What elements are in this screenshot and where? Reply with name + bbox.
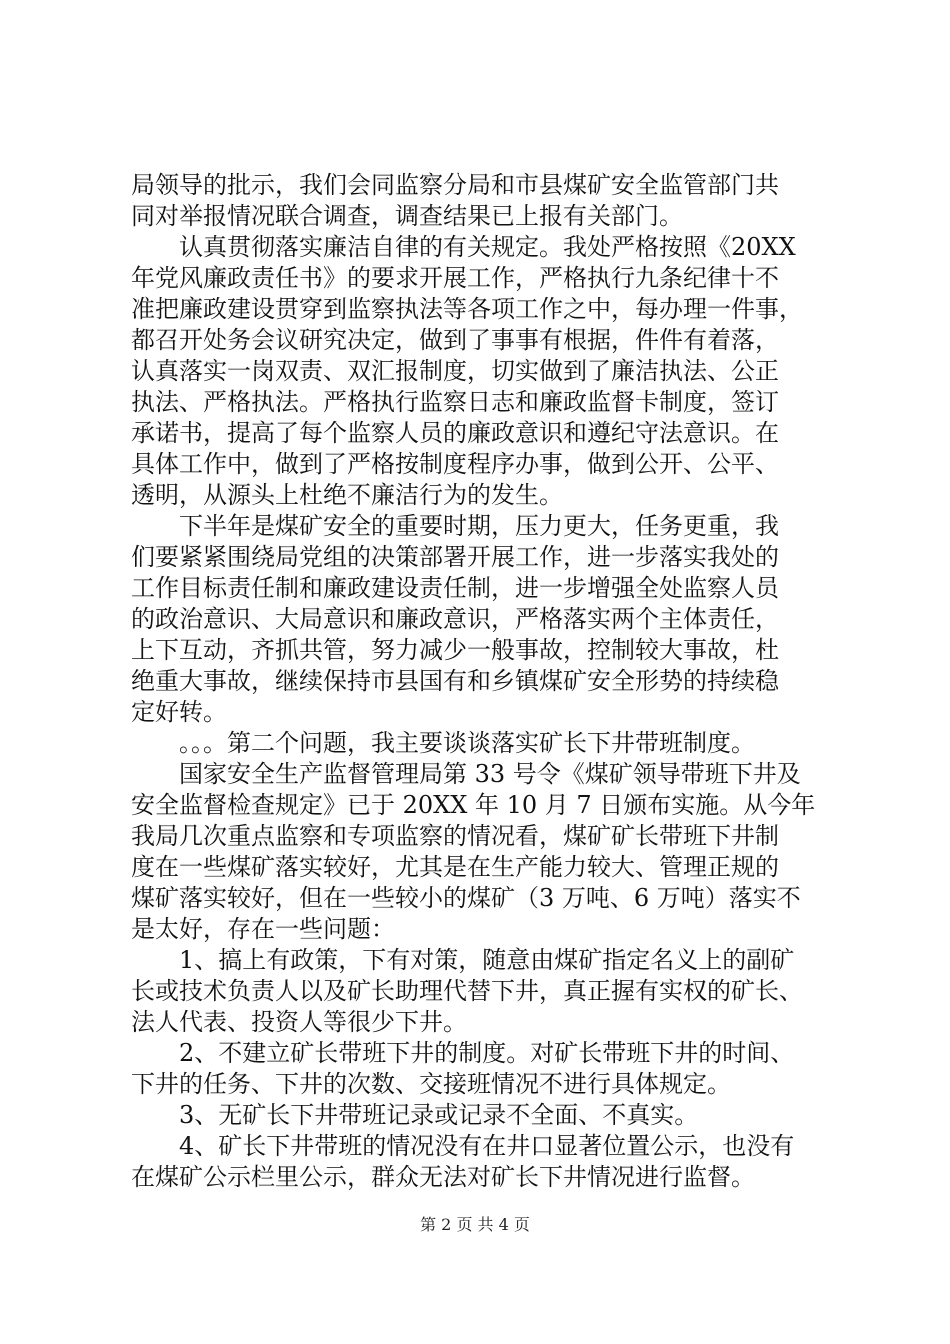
list-item-start-line: 3、无矿长下井带班记录或记录不全面、不真实。 — [179, 1101, 699, 1129]
text-line: 上下互动，齐抓共管，努力减少一般事故，控制较大事故，杜 — [131, 636, 779, 664]
text-line: 承诺书，提高了每个监察人员的廉政意识和遵纪守法意识。在 — [131, 419, 779, 447]
text-line: 工作目标责任制和廉政建设责任制，进一步增强全处监察人员 — [131, 574, 779, 602]
page-number-footer: 第 2 页 共 4 页 — [420, 1215, 530, 1234]
text-line: 执法、严格执法。严格执行监察日志和廉政监督卡制度，签订 — [131, 388, 779, 416]
text-line: 煤矿落实较好，但在一些较小的煤矿（3 万吨、6 万吨）落实不 — [131, 884, 801, 912]
text-line: 安全监督检查规定》已于 20XX 年 10 月 7 日颁布实施。从今年 — [131, 791, 816, 819]
text-line: 绝重大事故，继续保持市县国有和乡镇煤矿安全形势的持续稳 — [131, 667, 779, 695]
paragraph-start-line: 下半年是煤矿安全的重要时期，压力更大，任务更重，我 — [179, 512, 779, 540]
text-line: 准把廉政建设贯穿到监察执法等各项工作之中，每办理一件事， — [131, 295, 803, 323]
text-line: 局领导的批示，我们会同监察分局和市县煤矿安全监管部门共 — [131, 171, 779, 199]
list-item-start-line: 2、不建立矿长带班下井的制度。对矿长带班下井的时间、 — [179, 1039, 795, 1067]
list-item-start-line: 1、搞上有政策，下有对策，随意由煤矿指定名义上的副矿 — [179, 946, 795, 974]
text-line: 法人代表、投资人等很少下井。 — [131, 1008, 467, 1036]
text-line: 下井的任务、下井的次数、交接班情况不进行具体规定。 — [131, 1070, 731, 1098]
text-line: 我局几次重点监察和专项监察的情况看，煤矿矿长带班下井制 — [131, 822, 779, 850]
text-line: 定好转。 — [131, 698, 227, 726]
text-line: 年党风廉政责任书》的要求开展工作，严格执行九条纪律十不 — [131, 264, 779, 292]
text-line: 同对举报情况联合调查，调查结果已上报有关部门。 — [131, 202, 683, 230]
text-line: 具体工作中，做到了严格按制度程序办事，做到公开、公平、 — [131, 450, 779, 478]
paragraph-start-line: 国家安全生产监督管理局第 33 号令《煤矿领导带班下井及 — [179, 760, 801, 788]
text-line: 都召开处务会议研究决定，做到了事事有根据，件件有着落， — [131, 326, 779, 354]
paragraph-start-line: 认真贯彻落实廉洁自律的有关规定。我处严格按照《20XX — [179, 233, 796, 261]
text-line: 长或技术负责人以及矿长助理代替下井，真正握有实权的矿长、 — [131, 977, 803, 1005]
text-line: 认真落实一岗双责、双汇报制度，切实做到了廉洁执法、公正 — [131, 357, 779, 385]
text-line: 是太好，存在一些问题： — [131, 915, 395, 943]
text-line: 们要紧紧围绕局党组的决策部署开展工作，进一步落实我处的 — [131, 543, 779, 571]
list-item-start-line: 4、矿长下井带班的情况没有在井口显著位置公示，也没有 — [179, 1132, 795, 1160]
text-line: 度在一些煤矿落实较好，尤其是在生产能力较大、管理正规的 — [131, 853, 779, 881]
text-line: 的政治意识、大局意识和廉政意识，严格落实两个主体责任， — [131, 605, 779, 633]
text-line: 在煤矿公示栏里公示，群众无法对矿长下井情况进行监督。 — [131, 1163, 755, 1191]
text-line: 透明，从源头上杜绝不廉洁行为的发生。 — [131, 481, 563, 509]
paragraph-start-line: 。。。第二个问题，我主要谈谈落实矿长下井带班制度。 — [179, 729, 755, 757]
